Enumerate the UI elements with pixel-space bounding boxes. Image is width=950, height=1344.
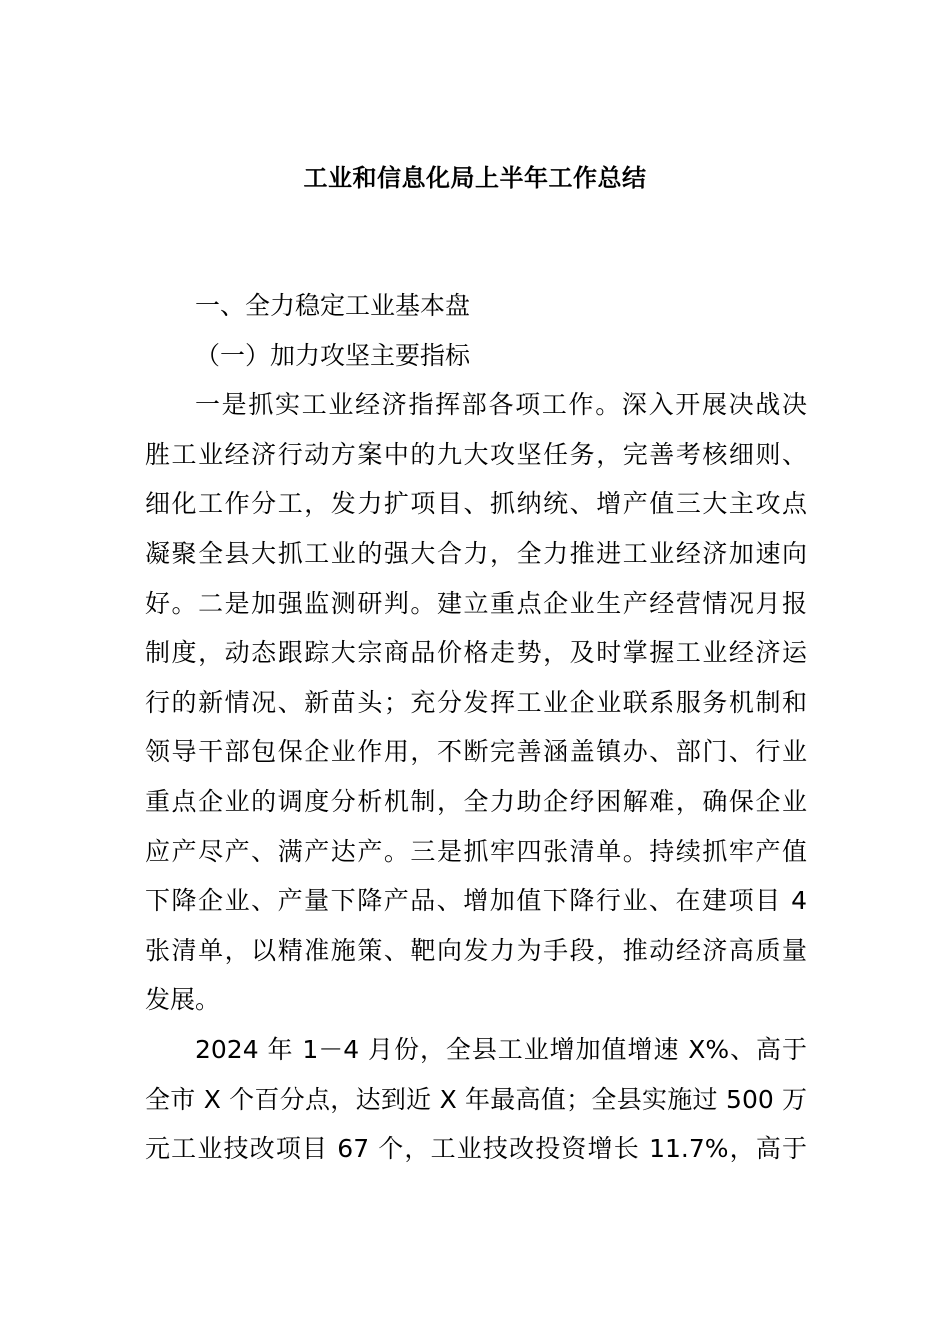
paragraph-1 (145, 380, 807, 1025)
paragraph-line: 凝聚全县大抓工业的强大合力，全力推进工业经济加速向 (145, 538, 807, 568)
paragraph-line: 元工业技改项目 67 个，工业技改投资增长 11.7%，高于 (145, 1134, 807, 1164)
subsection-heading-1: （一）加力攻坚主要指标 (195, 340, 471, 370)
paragraph-line: 全市 X 个百分点，达到近 X 年最高值；全县实施过 500 万 (145, 1084, 807, 1114)
paragraph-line: 胜工业经济行动方案中的九大攻坚任务，完善考核细则、 (145, 439, 807, 469)
paragraph-line: 好。二是加强监测研判。建立重点企业生产经营情况月报 (145, 588, 807, 618)
paragraph-line: 下降企业、产量下降产品、增加值下降行业、在建项目 4 (145, 886, 807, 916)
section-heading-1: 一、全力稳定工业基本盘 (195, 291, 471, 320)
paragraph-2 (145, 1025, 807, 1174)
document-title: 工业和信息化局上半年工作总结 (303, 164, 647, 192)
paragraph-line: 张清单，以精准施策、靶向发力为手段，推动经济高质量 (145, 935, 807, 965)
paragraph-line: 一是抓实工业经济指挥部各项工作。深入开展决战决 (195, 390, 807, 420)
paragraph-line: 重点企业的调度分析机制，全力助企纾困解难，确保企业 (145, 786, 807, 816)
paragraph-line: 制度，动态跟踪大宗商品价格走势，及时掌握工业经济运 (145, 638, 807, 668)
paragraph-line: 领导干部包保企业作用，不断完善涵盖镇办、部门、行业 (145, 737, 807, 767)
paragraph-line: 细化工作分工，发力扩项目、抓纳统、增产值三大主攻点 (145, 489, 807, 519)
paragraph-line: 应产尽产、满产达产。三是抓牢四张清单。持续抓牢产值 (145, 836, 807, 866)
document-body (145, 281, 807, 1174)
paragraph-line: 行的新情况、新苗头；充分发挥工业企业联系服务机制和 (145, 687, 807, 717)
paragraph-line: 2024 年 1－4 月份，全县工业增加值增速 X%、高于 (195, 1034, 807, 1064)
paragraph-line: 发展。 (145, 985, 221, 1015)
